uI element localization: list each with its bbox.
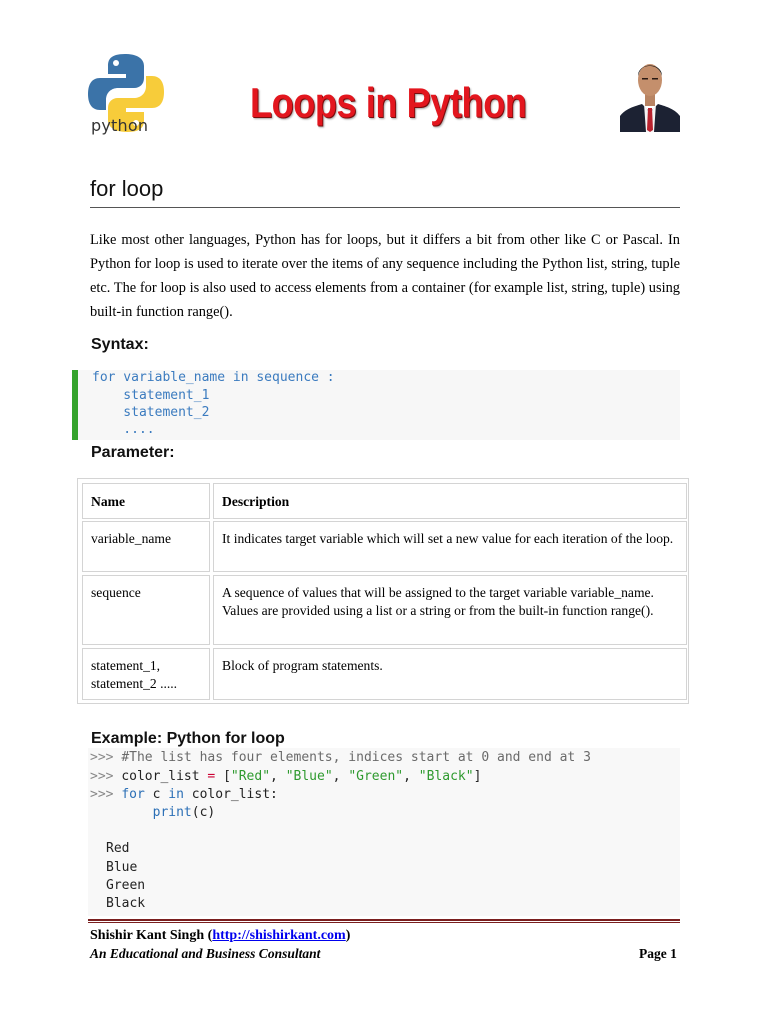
code-variable: color_list:: [191, 787, 278, 802]
code-line-print: [90, 805, 215, 820]
example-code-block: [88, 748, 680, 916]
syntax-line: ....: [92, 422, 155, 437]
code-string: "Black": [418, 769, 474, 784]
logo-wordmark: python: [91, 116, 149, 135]
section-heading: for loop: [90, 176, 164, 201]
code-prompt: >>>: [90, 769, 114, 784]
code-operator: =: [207, 769, 216, 784]
table-header-description: Description: [213, 483, 687, 519]
page-number: Page 1: [639, 946, 677, 961]
code-variable: c: [152, 787, 161, 802]
footer-divider: [88, 919, 680, 923]
code-keyword: for: [121, 787, 145, 802]
table-cell-name: variable_name: [82, 521, 210, 572]
syntax-line: statement_1: [92, 388, 210, 403]
syntax-line: statement_2: [92, 405, 210, 420]
heading-divider: [90, 207, 680, 208]
table-cell-name: sequence: [82, 575, 210, 645]
code-line-for: [90, 787, 278, 802]
table-cell-name: statement_1, statement_2 .....: [82, 648, 210, 700]
author-name: Shishir Kant Singh: [90, 928, 205, 943]
website-link[interactable]: http://shishirkant.com: [212, 928, 346, 943]
code-function: print: [152, 805, 192, 820]
code-output-line: Green: [106, 878, 146, 893]
code-prompt: >>>: [90, 750, 114, 765]
code-comment: #The list has four elements, indices start at 0 and end at 3: [121, 750, 591, 765]
code-args: (c): [191, 805, 216, 820]
code-string: "Blue": [285, 769, 333, 784]
code-output-line: Blue: [106, 860, 138, 875]
code-prompt: >>>: [90, 787, 114, 802]
table-header-name: Name: [82, 483, 210, 519]
parameter-table: [77, 478, 689, 704]
author-photo: [620, 52, 680, 132]
syntax-label: Syntax:: [91, 336, 149, 353]
table-cell-description: It indicates target variable which will set a new value for each iteration of the loop.: [213, 521, 687, 572]
code-variable: color_list: [121, 769, 200, 784]
table-cell-description: A sequence of values that will be assigned to the target variable variable_name. Values are provided using a list or a string or from the built-in function range().: [213, 575, 687, 645]
parameter-label: Parameter:: [91, 444, 175, 461]
table-cell-description: Block of program statements.: [213, 648, 687, 700]
code-keyword: in: [168, 787, 184, 802]
code-string: "Green": [348, 769, 404, 784]
syntax-line: for variable_name in sequence :: [92, 370, 335, 385]
code-line-comment: [90, 750, 591, 765]
page-title: Loops in Python: [250, 79, 527, 126]
code-output-line: Red: [106, 841, 130, 856]
footer-role: An Educational and Business Consultant: [90, 946, 321, 961]
example-label: Example: Python for loop: [91, 730, 285, 747]
code-string: "Red": [230, 769, 271, 784]
footer-author: Shishir Kant Singh (http://shishirkant.com): [90, 928, 351, 943]
syntax-code-block: [72, 370, 680, 440]
code-output-line: Black: [106, 896, 146, 911]
intro-paragraph: Like most other languages, Python has for loops, but it differs a bit from other like C or Pascal. In Python for loop is used to iterate over the items of any sequence including the Python list, string, tuple etc. The for loop is also used to access elements from a container (for example list, string, tuple) using built-in function range().: [90, 232, 680, 320]
code-line-assign: >>> color_list = ["Red", "Blue", "Green", "Black"]: [90, 769, 482, 784]
